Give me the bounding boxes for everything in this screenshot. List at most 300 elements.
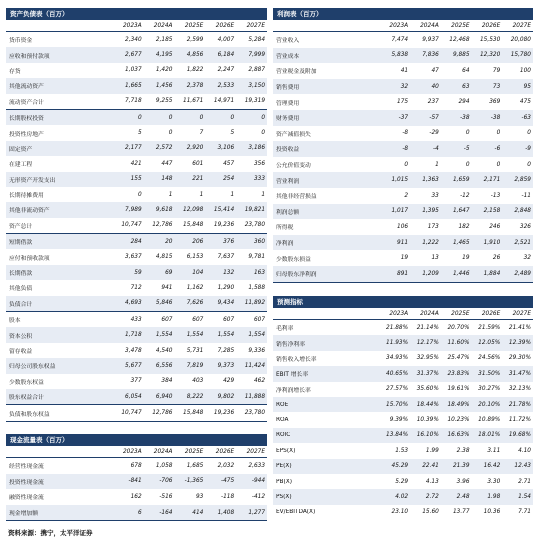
year-header-cell: 2025E [451, 310, 470, 317]
year-header-cell: 2024A [153, 22, 173, 29]
table-row [6, 458, 267, 474]
row-value: 29.30% [508, 355, 531, 362]
row-value: 5 [230, 130, 235, 137]
row-value: 1,822 [186, 67, 204, 74]
row-value: 32.13% [508, 386, 531, 393]
row-value: 31.37% [416, 370, 439, 377]
row-value: 1,037 [125, 67, 142, 74]
row-value: 4,856 [186, 52, 204, 59]
balance-rows [6, 32, 267, 422]
row-value: 7,474 [391, 36, 409, 43]
row-value: 1,395 [422, 208, 439, 215]
row-label: 经营性现金流 [9, 464, 44, 471]
row-value: 0 [404, 161, 409, 168]
row-value: 2,489 [514, 270, 531, 277]
row-value: -412 [251, 493, 266, 500]
row-value: 1,665 [125, 82, 142, 89]
row-value: 19,236 [213, 410, 235, 417]
table-row [273, 397, 533, 412]
row-value: 2,599 [186, 36, 204, 43]
row-value: 12.17% [416, 340, 439, 347]
row-value: 333 [253, 176, 266, 183]
row-value: 403 [192, 378, 204, 385]
row-value: 7,637 [217, 254, 235, 261]
row-value: 6,153 [186, 254, 204, 261]
table-row [273, 204, 533, 220]
row-value: 1,910 [483, 239, 501, 246]
row-value: -475 [221, 478, 235, 485]
table-row [273, 235, 533, 251]
table-row [273, 382, 533, 397]
row-value: -516 [159, 493, 173, 500]
row-value: -13 [490, 192, 501, 199]
row-value: 73 [492, 83, 501, 90]
row-label: 投资性现金流 [9, 479, 44, 486]
row-value: 206 [192, 238, 204, 245]
row-value: 0 [137, 191, 142, 198]
table-row [273, 126, 533, 142]
row-value: 5 [137, 130, 142, 137]
row-label: 长期借款 [9, 271, 33, 278]
row-value: 7,626 [186, 300, 204, 307]
row-value: 9,255 [155, 98, 173, 105]
row-label: 投资收益 [276, 147, 300, 154]
table-row [6, 234, 267, 249]
row-label: 长期待摊费用 [9, 193, 44, 200]
row-value: 607 [223, 316, 235, 323]
row-label: 少数股东损益 [276, 256, 311, 263]
row-label: 流动资产合计 [9, 99, 44, 106]
row-label: PB(X) [276, 478, 292, 485]
row-value: 2,185 [155, 36, 173, 43]
row-value: 2.38 [456, 447, 470, 454]
row-value: 21.39 [452, 463, 470, 470]
year-header-cell: 2027E [246, 22, 266, 29]
row-value: 163 [253, 269, 266, 276]
balance-sheet-panel [6, 8, 267, 422]
row-value: 19,821 [244, 206, 266, 213]
row-value: 16.42 [483, 463, 501, 470]
row-value: 106 [397, 223, 409, 230]
row-value: 18.49% [447, 401, 470, 408]
table-row [6, 94, 267, 110]
row-value: 11,424 [244, 362, 266, 369]
row-value: 221 [192, 176, 204, 183]
row-value: 132 [223, 269, 235, 276]
row-value: 1,408 [217, 509, 235, 516]
row-value: 2,158 [483, 208, 501, 215]
row-value: 5,846 [155, 300, 173, 307]
row-value: -37 [398, 114, 409, 121]
table-row [273, 443, 533, 458]
row-value: 7,836 [422, 52, 439, 59]
row-value: -8 [402, 145, 409, 152]
row-value: 356 [253, 160, 266, 167]
row-value: 14,971 [213, 98, 235, 105]
row-value: 1,420 [155, 67, 173, 74]
row-label: 销售费用 [276, 85, 300, 92]
row-value: 4.02 [395, 493, 409, 500]
row-label: 归母股东净利润 [276, 272, 317, 279]
row-label: 归母公司股东权益 [9, 364, 56, 371]
row-value: -1,365 [184, 478, 204, 485]
row-value: 1,162 [186, 284, 204, 291]
table-row [273, 219, 533, 235]
table-row [273, 79, 533, 95]
cashflow-year-header [6, 446, 267, 458]
row-value: 13 [431, 255, 439, 262]
row-value: 2,247 [217, 67, 235, 74]
row-value: 15,848 [183, 410, 204, 417]
row-value: 2.48 [456, 493, 470, 500]
row-value: 7,999 [248, 52, 266, 59]
row-value: 100 [519, 67, 531, 74]
row-value: -164 [159, 509, 173, 516]
row-value: 69 [165, 269, 173, 276]
table-row [6, 63, 267, 78]
row-value: 3,150 [248, 82, 266, 89]
row-value: 12,320 [479, 52, 501, 59]
table-row [6, 187, 267, 202]
row-value: 2,533 [217, 82, 235, 89]
table-row [6, 374, 267, 389]
row-label: EPS(X) [276, 447, 296, 454]
table-row [273, 48, 533, 64]
row-value: 429 [223, 378, 235, 385]
row-value: 9,434 [217, 300, 235, 307]
income-year-header [273, 20, 533, 32]
row-label: 资产减值损失 [276, 131, 311, 138]
table-row [6, 389, 267, 405]
row-value: 2,859 [514, 177, 531, 184]
cashflow-title: 现金流量表（百万） [6, 434, 267, 446]
row-label: 营业成本 [276, 53, 300, 60]
row-value: 1,554 [217, 332, 235, 339]
table-row [273, 474, 533, 489]
row-value: 6,556 [155, 362, 173, 369]
indicators-title: 预测指标 [273, 296, 533, 308]
row-value: -9 [525, 145, 531, 152]
row-value: 20.70% [447, 324, 470, 331]
row-value: 0 [496, 161, 501, 168]
row-value: 10,747 [121, 222, 142, 229]
row-value: -63 [521, 114, 531, 121]
table-row [273, 320, 533, 335]
row-label: 所得税 [276, 225, 294, 232]
row-label: 公允价值变动 [276, 163, 311, 170]
table-row [6, 327, 267, 342]
row-value: 4,815 [155, 254, 173, 261]
row-label: ROIC [276, 432, 291, 439]
table-row [6, 141, 267, 156]
row-value: 1 [230, 191, 235, 198]
row-value: 21.14% [416, 324, 439, 331]
row-value: 457 [223, 160, 235, 167]
row-value: 3.30 [487, 478, 501, 485]
row-value: 2,378 [186, 82, 204, 89]
row-value: 1,017 [391, 208, 409, 215]
row-value: 21.78% [508, 401, 531, 408]
row-value: 7,989 [125, 206, 142, 213]
row-value: 2,032 [217, 462, 235, 469]
row-label: 毛利率 [276, 326, 294, 333]
row-label: PS(X) [276, 493, 292, 500]
row-label: 股东权益合计 [9, 395, 44, 402]
row-label: 负债合计 [9, 301, 33, 308]
row-value: 0 [168, 114, 173, 121]
row-value: 21.59% [478, 324, 501, 331]
row-value: 4.10 [518, 447, 531, 454]
balance-sheet-title: 资产负债表（百万） [6, 8, 267, 20]
table-row [6, 218, 267, 234]
table-row [273, 188, 533, 204]
row-label: 其他非经营损益 [276, 194, 317, 201]
table-row [6, 202, 267, 217]
row-value: 12,098 [183, 206, 204, 213]
row-value: 40 [431, 83, 439, 90]
row-value: 45.29 [391, 463, 409, 470]
row-value: 414 [192, 509, 204, 516]
row-value: 0 [527, 130, 531, 137]
row-value: 1,290 [217, 284, 235, 291]
row-value: 2,848 [514, 208, 531, 215]
row-value: 1,588 [248, 284, 266, 291]
row-value: 712 [130, 284, 142, 291]
year-header-cell: 2027E [512, 22, 531, 29]
row-value: 2,920 [186, 145, 204, 152]
row-value: -8 [402, 130, 409, 137]
table-row [6, 296, 267, 312]
row-value: 376 [223, 238, 235, 245]
row-value: 79 [492, 67, 501, 74]
row-value: 1,446 [452, 270, 470, 277]
row-label: 投资性房地产 [9, 131, 44, 138]
row-value: 11.72% [508, 417, 531, 424]
row-value: 3,478 [125, 347, 142, 354]
row-value: 16.63% [447, 432, 470, 439]
row-value: 254 [223, 176, 235, 183]
row-value: -57 [429, 114, 439, 121]
row-value: 475 [519, 99, 531, 106]
table-row [273, 63, 533, 79]
row-value: 20 [165, 238, 173, 245]
row-label: 资产总计 [9, 223, 33, 230]
row-value: 2.71 [518, 478, 531, 485]
row-value: 21.88% [386, 324, 409, 331]
year-header-cell: 2027E [246, 448, 266, 455]
cashflow-rows [6, 458, 267, 521]
row-value: 1,554 [155, 332, 173, 339]
table-row [273, 32, 533, 48]
row-value: 19 [462, 255, 470, 262]
row-value: 12,786 [152, 222, 173, 229]
row-value: 5.29 [395, 478, 409, 485]
row-value: 9,618 [155, 206, 173, 213]
row-value: 31.50% [478, 370, 501, 377]
row-value: 1.53 [395, 447, 409, 454]
row-value: 12,468 [449, 36, 470, 43]
row-value: 9,802 [217, 393, 235, 400]
row-value: 7,718 [125, 98, 142, 105]
row-value: 10.89% [478, 417, 501, 424]
table-row [6, 405, 267, 421]
row-value: 32 [400, 83, 409, 90]
table-row [6, 358, 267, 373]
row-value: 9,885 [452, 52, 470, 59]
row-value: -841 [128, 478, 142, 485]
row-value: 2,887 [248, 67, 266, 74]
row-value: 18.44% [416, 401, 439, 408]
row-value: 34.93% [386, 355, 409, 362]
row-value: 21.41% [508, 324, 531, 331]
table-row [6, 47, 267, 62]
row-value: 30.27% [478, 386, 501, 393]
row-value: 3.96 [456, 478, 470, 485]
row-value: 16.10% [416, 432, 439, 439]
row-value: 182 [458, 223, 470, 230]
table-row [273, 489, 533, 504]
year-header-cell: 2023A [389, 310, 409, 317]
table-row [6, 32, 267, 47]
row-value: 10.23% [447, 417, 470, 424]
table-row [6, 78, 267, 93]
row-value: 15,414 [213, 206, 235, 213]
table-row [6, 172, 267, 187]
row-label: 其他非流动资产 [9, 208, 50, 215]
row-value: 93 [195, 493, 204, 500]
row-value: 31.47% [508, 370, 531, 377]
source-note: 资料来源：携宁，太平洋证券 [8, 529, 93, 537]
row-label: 货币资金 [9, 38, 33, 45]
row-value: 0 [465, 161, 470, 168]
table-row [273, 366, 533, 381]
income-statement-panel [273, 8, 533, 283]
row-value: 601 [192, 160, 204, 167]
row-value: 0 [137, 114, 142, 121]
row-value: 11.60% [447, 340, 470, 347]
row-value: 294 [458, 99, 470, 106]
row-value: 4,195 [155, 52, 173, 59]
table-row [273, 505, 533, 520]
row-value: 19.61% [447, 386, 470, 393]
row-value: 12.39% [508, 340, 531, 347]
row-value: -11 [521, 192, 531, 199]
row-value: 1,465 [452, 239, 470, 246]
row-value: 607 [161, 316, 173, 323]
row-value: 63 [462, 83, 470, 90]
row-label: 股本 [9, 318, 21, 325]
row-value: -118 [221, 493, 235, 500]
table-row [6, 110, 267, 125]
row-value: 2,340 [125, 36, 142, 43]
row-label: 少数股东权益 [9, 379, 44, 386]
row-value: 1,647 [452, 208, 470, 215]
row-value: 19.68% [508, 432, 531, 439]
row-label: 管理费用 [276, 100, 300, 107]
row-value: 1,685 [186, 462, 204, 469]
row-value: 1,554 [186, 332, 204, 339]
year-header-cell: 2023A [122, 22, 142, 29]
row-value: 47 [431, 67, 439, 74]
row-label: 净利润增长率 [276, 387, 311, 394]
row-label: PE(X) [276, 463, 292, 470]
year-header-cell: 2026E [481, 22, 501, 29]
row-value: 2,677 [125, 52, 142, 59]
row-value: 1,456 [155, 82, 173, 89]
row-value: 3,637 [125, 254, 142, 261]
row-label: 无形资产开发支出 [9, 177, 56, 184]
row-value: 1.54 [518, 493, 531, 500]
row-value: 95 [523, 83, 531, 90]
row-value: 19,319 [244, 98, 266, 105]
row-label: ROE [276, 401, 289, 408]
row-value: 59 [134, 269, 142, 276]
row-value: 0 [199, 114, 204, 121]
row-value: 15.70% [386, 401, 409, 408]
row-value: 15.60 [422, 509, 439, 516]
row-value: 2,521 [514, 239, 531, 246]
row-value: 9,336 [248, 347, 266, 354]
table-row [273, 110, 533, 126]
row-value: 13.77 [452, 509, 470, 516]
row-label: 其他负债 [9, 286, 33, 293]
row-value: 7,285 [217, 347, 235, 354]
row-value: -944 [251, 478, 266, 485]
indicators-year-header [273, 308, 533, 320]
row-value: 11.93% [386, 340, 409, 347]
row-value: 326 [519, 223, 531, 230]
row-value: 33 [431, 192, 439, 199]
row-value: 377 [130, 378, 142, 385]
row-value: 360 [253, 238, 266, 245]
row-value: 2 [404, 192, 409, 199]
year-header-cell: 2024A [153, 448, 173, 455]
table-row [273, 428, 533, 443]
row-value: 2,633 [248, 462, 266, 469]
table-row [6, 249, 267, 264]
row-label: 存货 [9, 68, 21, 75]
year-header-cell: 2025E [451, 22, 470, 29]
row-value: 20,080 [510, 36, 531, 43]
row-value: 3.11 [487, 447, 501, 454]
row-value: 1,718 [125, 332, 142, 339]
year-header-cell: 2026E [215, 448, 235, 455]
row-value: 6,184 [217, 52, 235, 59]
row-value: 18.01% [478, 432, 501, 439]
table-row [273, 94, 533, 110]
row-label: ROA [276, 417, 289, 424]
row-value: 8,222 [186, 393, 204, 400]
row-value: 41 [400, 67, 409, 74]
row-value: 246 [489, 223, 501, 230]
income-statement-title: 利润表（百万） [273, 8, 533, 20]
row-value: 15,848 [183, 222, 204, 229]
row-value: 175 [397, 99, 409, 106]
table-row [273, 157, 533, 173]
row-value: -38 [490, 114, 501, 121]
row-value: 162 [130, 493, 142, 500]
year-header-cell: 2025E [184, 22, 204, 29]
row-value: 384 [161, 378, 173, 385]
year-header-cell: 2027E [512, 310, 531, 317]
row-label: 长期股权投资 [9, 116, 44, 123]
row-label: 应付和预收款项 [9, 255, 50, 262]
row-value: 1 [261, 191, 266, 198]
table-row [273, 459, 533, 474]
row-value: 0 [496, 130, 501, 137]
table-row [6, 312, 267, 327]
row-value: 12,786 [152, 410, 173, 417]
